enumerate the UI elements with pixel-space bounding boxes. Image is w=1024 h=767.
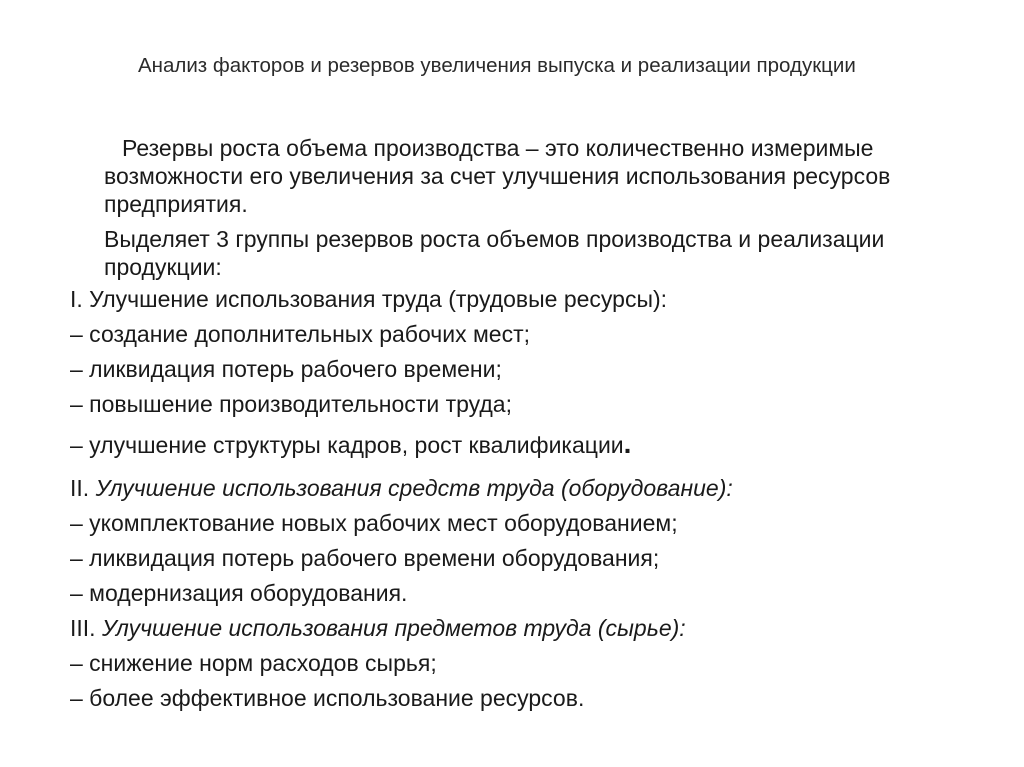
group-3-prefix: III.: [70, 615, 102, 641]
reserves-list: [70, 285, 990, 719]
list-item: – снижение норм расходов сырья;: [70, 650, 437, 676]
list-item: – ликвидация потерь рабочего времени оборудования;: [70, 545, 660, 571]
list-item: – модернизация оборудования.: [70, 580, 408, 606]
group-1-heading: I. Улучшение использования труда (трудовые ресурсы):: [70, 286, 668, 312]
groups-intro-paragraph: [104, 225, 984, 281]
groups-intro-text: Выделяет 3 группы резервов роста объемов производства и реализации продукции:: [104, 226, 885, 280]
list-item: [70, 425, 990, 474]
group-3-title: Улучшение использования предметов труда (сырье):: [101, 615, 686, 641]
group-2-title: Улучшение использования средств труда (оборудование):: [95, 475, 733, 501]
list-item-period: .: [623, 428, 632, 459]
list-item: – более эффективное использование ресурсов.: [70, 685, 585, 711]
group-2-heading: [70, 474, 990, 509]
group-3-heading: [70, 614, 990, 649]
list-item-text: – улучшение структуры кадров, рост квалификации: [70, 432, 624, 458]
slide-title: Анализ факторов и резервов увеличения выпуска и реализации продукции: [138, 54, 856, 77]
list-item: – укомплектование новых рабочих мест оборудованием;: [70, 510, 678, 536]
definition-paragraph: Резервы роста объема производства – это количественно измеримые возможности его увеличения за счет улучшения использования ресурсов предприятия.: [104, 135, 891, 217]
list-item: – повышение производительности труда;: [70, 391, 512, 417]
list-item: – создание дополнительных рабочих мест;: [70, 321, 530, 347]
list-item: – ликвидация потерь рабочего времени;: [70, 356, 502, 382]
group-2-prefix: II.: [70, 475, 96, 501]
